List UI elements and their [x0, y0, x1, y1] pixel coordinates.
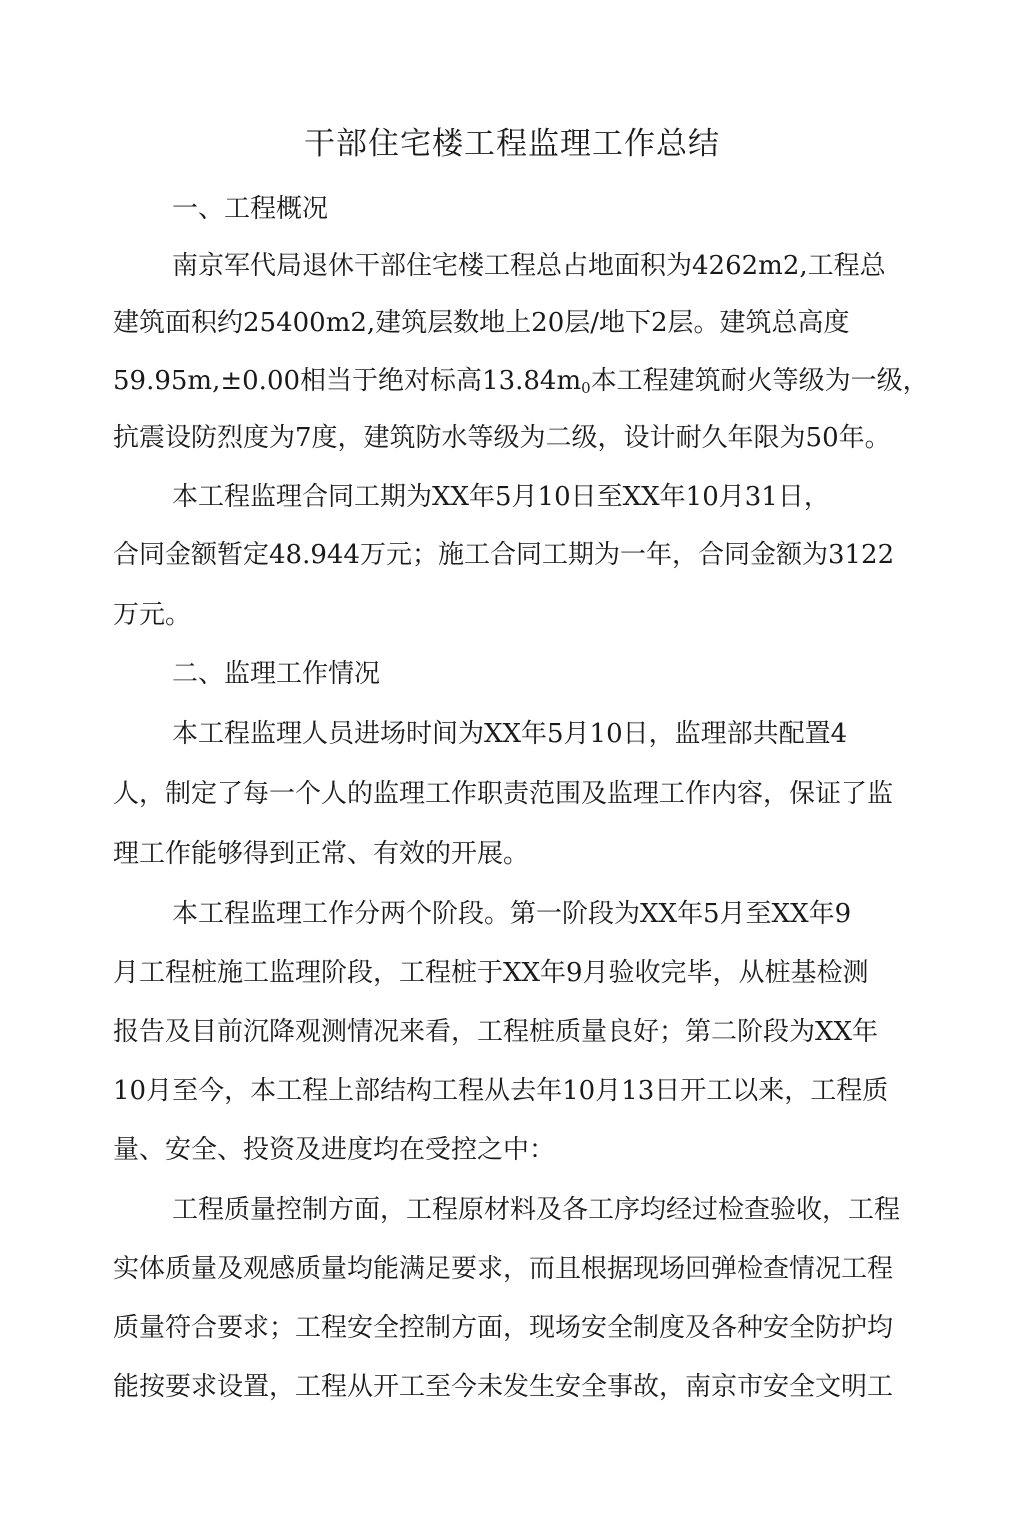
paragraph-line: 抗震设防烈度为7度，建筑防水等级为二级，设计耐久年限为50年。 [113, 423, 891, 453]
paragraph-line: 合同金额暂定48.944万元；施工合同工期为一年，合同金额为3122 [113, 540, 895, 570]
paragraph-line: 本工程监理工作分两个阶段。第一阶段为XX年5月至XX年9 [172, 899, 852, 929]
paragraph-line: 实体质量及观感质量均能满足要求，而且根据现场回弹检查情况工程 [113, 1254, 894, 1284]
paragraph-line-part: 本工程建筑耐火等级为一级， [590, 366, 929, 396]
paragraph-line: 本工程监理合同工期为XX年5月10日至XX年10月31日， [172, 482, 830, 512]
paragraph-line: 量、安全、投资及进度均在受控之中： [113, 1135, 556, 1165]
paragraph-line-part: 59.95m,±0.00相当于绝对标高13.84m [113, 366, 582, 396]
subscript-zero: 0 [581, 379, 591, 397]
paragraph-line: 报告及目前沉降观测情况来看，工程桩质量良好；第二阶段为XX年 [113, 1017, 879, 1047]
document-title: 干部住宅楼工程监理工作总结 [304, 126, 720, 162]
paragraph-line: 本工程监理人员进场时间为XX年5月10日，监理部共配置4 [172, 719, 848, 749]
paragraph-line: 质量符合要求；工程安全控制方面，现场安全制度及各种安全防护均 [113, 1313, 894, 1343]
section-heading-supervision: 二、监理工作情况 [172, 659, 381, 689]
paragraph-line: 月工程桩施工监理阶段，工程桩于XX年9月验收完毕，从桩基检测 [113, 958, 869, 988]
paragraph-line: 人，制定了每一个人的监理工作职责范围及监理工作内容，保证了监 [113, 779, 894, 809]
paragraph-line: 南京军代局退休干部住宅楼工程总占地面积为4262m2,工程总 [172, 251, 886, 281]
paragraph-line [113, 363, 929, 406]
paragraph-line: 10月至今，本工程上部结构工程从去年10月13日开工以来，工程质 [113, 1076, 889, 1106]
section-heading-overview: 一、工程概况 [172, 194, 329, 224]
paragraph-line: 工程质量控制方面，工程原材料及各工序均经过检查验收，工程 [172, 1195, 901, 1225]
paragraph-line: 理工作能够得到正常、有效的开展。 [113, 839, 530, 869]
paragraph-line: 万元。 [113, 600, 192, 630]
paragraph-line: 能按要求设置，工程从开工至今未发生安全事故，南京市安全文明工 [113, 1372, 894, 1402]
paragraph-line: 建筑面积约25400m2,建筑层数地上20层/地下2层。建筑总高度 [113, 308, 850, 338]
